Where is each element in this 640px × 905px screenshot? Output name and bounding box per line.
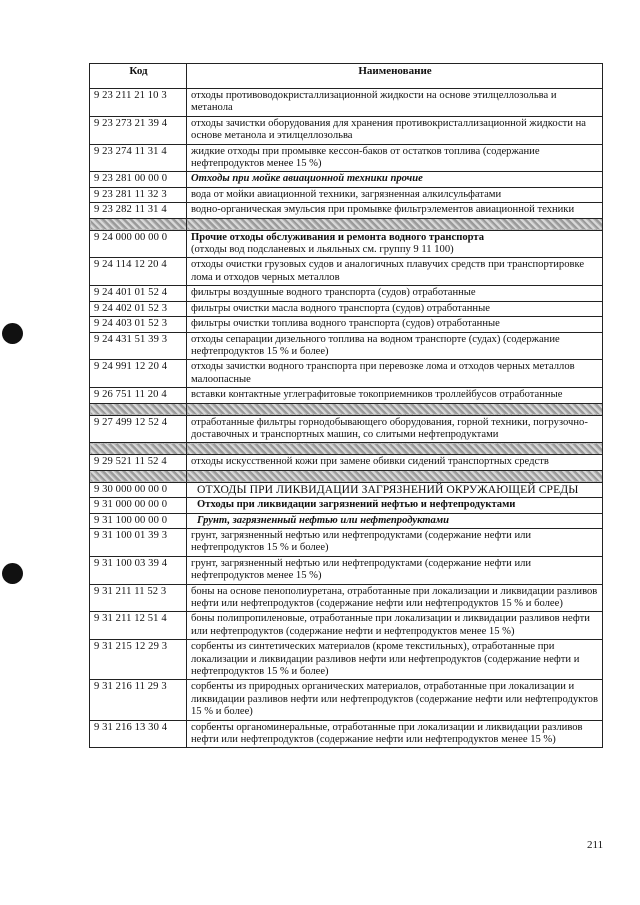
name-note: (отходы вод подсланевых и льяльных см. группу 9 11 100) bbox=[191, 244, 454, 256]
table-row bbox=[90, 332, 603, 360]
code-cell: 9 31 211 12 51 4 bbox=[90, 612, 187, 640]
table-row bbox=[90, 187, 603, 202]
table-row bbox=[90, 680, 603, 720]
table-row bbox=[90, 640, 603, 680]
table-row bbox=[90, 286, 603, 301]
name-text: вода от мойки авиационной техники, загрязненная алкилсульфатами bbox=[191, 188, 502, 200]
code-cell: 9 24 431 51 39 3 bbox=[90, 332, 187, 360]
table-row bbox=[90, 612, 603, 640]
table-row bbox=[90, 415, 603, 443]
table-row bbox=[90, 258, 603, 286]
name-text: жидкие отходы при промывке кессон-баков от остатков топлива (содержание нефтепродуктов менее 15 %) bbox=[191, 145, 540, 170]
code-cell: 9 24 402 01 52 3 bbox=[90, 301, 187, 316]
name-text: отходы противоводокристаллизационной жидкости на основе этилцеллозольва и метанола bbox=[191, 90, 557, 114]
name-cell bbox=[187, 528, 603, 556]
name-cell bbox=[187, 258, 603, 286]
name-cell bbox=[187, 332, 603, 360]
name-text: фильтры воздушные водного транспорта (судов) отработанные bbox=[191, 287, 476, 299]
name-cell bbox=[187, 317, 603, 332]
name-text: Отходы при мойке авиационной техники прочие bbox=[191, 173, 423, 185]
name-text: фильтры очистки масла водного транспорта (судов) отработанные bbox=[191, 302, 490, 314]
table-body bbox=[90, 89, 603, 748]
code-cell: 9 31 000 00 00 0 bbox=[90, 498, 187, 513]
name-cell bbox=[187, 230, 603, 258]
code-cell: 9 23 211 21 10 3 bbox=[90, 89, 187, 117]
shaded-cell bbox=[90, 403, 187, 415]
code-cell: 9 31 216 13 30 4 bbox=[90, 720, 187, 748]
name-text: отходы искусственной кожи при замене обивки сидений транспортных средств bbox=[191, 456, 549, 468]
name-cell bbox=[187, 584, 603, 612]
name-text: сорбенты из природных органических материалов, отработанные при локализации и ликвидации разливов нефти или нефтепродуктов (содержание нефти или нефтепродуктов 15 % и более) bbox=[191, 681, 598, 718]
name-cell bbox=[187, 612, 603, 640]
name-text: сорбенты из синтетических материалов (кроме текстильных), отработанные при локализации и ликвидации разливов нефти или нефтепродуктов (содержание нефти и нефтепродуктов 15 % и более) bbox=[191, 641, 580, 678]
name-text: грунт, загрязненный нефтью или нефтепродуктами (содержание нефти или нефтепродуктов 15 % и более) bbox=[191, 529, 532, 554]
name-text: отходы сепарации дизельного топлива на водном транспорте (судах) (содержание нефтепродуктов 15 % и более) bbox=[191, 333, 560, 357]
name-cell bbox=[187, 286, 603, 301]
code-cell: 9 23 273 21 39 4 bbox=[90, 116, 187, 144]
code-cell: 9 30 000 00 00 0 bbox=[90, 482, 187, 497]
table-row bbox=[90, 301, 603, 316]
shaded-cell bbox=[187, 443, 603, 455]
code-cell: 9 29 521 11 52 4 bbox=[90, 455, 187, 470]
header-code: Код bbox=[90, 64, 187, 89]
table-row bbox=[90, 172, 603, 187]
name-cell bbox=[187, 513, 603, 528]
shaded-separator-row bbox=[90, 218, 603, 230]
name-text: фильтры очистки топлива водного транспорта (судов) отработанные bbox=[191, 318, 500, 330]
table-row bbox=[90, 144, 603, 172]
name-cell bbox=[187, 203, 603, 218]
name-cell bbox=[187, 301, 603, 316]
shaded-cell bbox=[90, 443, 187, 455]
name-text: боны полипропиленовые, отработанные при локализации и ликвидации разливов нефти или нефтепродуктов (содержание нефти и нефтепродуктов менее 15 %) bbox=[191, 613, 590, 637]
name-cell bbox=[187, 144, 603, 172]
name-cell bbox=[187, 455, 603, 470]
code-cell: 9 24 403 01 52 3 bbox=[90, 317, 187, 332]
name-cell bbox=[187, 172, 603, 187]
table-row bbox=[90, 528, 603, 556]
table-header-row bbox=[90, 64, 603, 89]
table-row bbox=[90, 116, 603, 144]
shaded-cell bbox=[90, 218, 187, 230]
name-text: отходы зачистки оборудования для хранения противокристаллизационной жидкости на основе метанола и этилцеллозольва bbox=[191, 117, 586, 142]
page-number: 211 bbox=[587, 839, 604, 851]
name-text: боны на основе пенополиуретана, отработанные при локализации и ликвидации разливов нефти или нефтепродуктов (содержание нефти или нефтепродуктов 15 % и более) bbox=[191, 585, 598, 609]
name-text: ОТХОДЫ ПРИ ЛИКВИДАЦИИ ЗАГРЯЗНЕНИЙ ОКРУЖАЮЩЕЙ СРЕДЫ bbox=[197, 482, 579, 496]
name-text: Отходы при ликвидации загрязнений нефтью и нефтепродуктами bbox=[197, 499, 516, 511]
shaded-separator-row bbox=[90, 403, 603, 415]
shaded-cell bbox=[187, 218, 603, 230]
shaded-separator-row bbox=[90, 470, 603, 482]
name-cell bbox=[187, 720, 603, 748]
name-text: отработанные фильтры горнодобывающего оборудования, горной техники, погрузочно-доставочных и транспортных машин, со слитыми нефтепродуктами bbox=[191, 416, 588, 440]
table-row bbox=[90, 455, 603, 470]
name-cell bbox=[187, 556, 603, 584]
name-text: Прочие отходы обслуживания и ремонта водного транспорта bbox=[191, 231, 484, 243]
name-text: отходы очистки грузовых судов и аналогичных плавучих средств при транспортировке лома и отходов черных металлов bbox=[191, 259, 585, 283]
table-row bbox=[90, 230, 603, 258]
name-cell bbox=[187, 482, 603, 497]
table-row bbox=[90, 317, 603, 332]
code-cell: 9 31 215 12 29 3 bbox=[90, 640, 187, 680]
name-cell bbox=[187, 89, 603, 117]
name-cell bbox=[187, 680, 603, 720]
code-cell: 9 23 281 11 32 3 bbox=[90, 187, 187, 202]
code-cell: 9 26 751 11 20 4 bbox=[90, 388, 187, 403]
shaded-cell bbox=[187, 403, 603, 415]
name-cell bbox=[187, 116, 603, 144]
name-text: Грунт, загрязненный нефтью или нефтепродуктами bbox=[197, 514, 449, 526]
table-row bbox=[90, 203, 603, 218]
name-cell bbox=[187, 498, 603, 513]
table-row bbox=[90, 556, 603, 584]
code-cell: 9 24 991 12 20 4 bbox=[90, 360, 187, 388]
name-text: водно-органическая эмульсия при промывке фильтрэлементов авиационной техники bbox=[191, 204, 575, 216]
name-text: вставки контактные углеграфитовые токоприемников троллейбусов отработанные bbox=[191, 389, 563, 401]
waste-codes-table bbox=[89, 63, 603, 748]
name-cell bbox=[187, 640, 603, 680]
name-cell bbox=[187, 360, 603, 388]
table-row bbox=[90, 388, 603, 403]
name-text: отходы зачистки водного транспорта при перевозке лома и отходов черных металлов малоопасные bbox=[191, 361, 575, 385]
code-cell: 9 31 211 11 52 3 bbox=[90, 584, 187, 612]
code-cell: 9 24 000 00 00 0 bbox=[90, 230, 187, 258]
shaded-cell bbox=[90, 470, 187, 482]
name-cell bbox=[187, 415, 603, 443]
table-row bbox=[90, 584, 603, 612]
name-text: грунт, загрязненный нефтью или нефтепродуктами (содержание нефти или нефтепродуктов менее 15 %) bbox=[191, 557, 532, 582]
code-cell: 9 24 401 01 52 4 bbox=[90, 286, 187, 301]
table-row bbox=[90, 513, 603, 528]
table-row bbox=[90, 360, 603, 388]
code-cell: 9 23 281 00 00 0 bbox=[90, 172, 187, 187]
code-cell: 9 31 100 00 00 0 bbox=[90, 513, 187, 528]
code-cell: 9 31 100 01 39 3 bbox=[90, 528, 187, 556]
header-name: Наименование bbox=[187, 64, 603, 89]
table-row bbox=[90, 482, 603, 497]
shaded-separator-row bbox=[90, 443, 603, 455]
name-cell bbox=[187, 187, 603, 202]
code-cell: 9 23 274 11 31 4 bbox=[90, 144, 187, 172]
table-row bbox=[90, 89, 603, 117]
binder-hole-top bbox=[2, 323, 23, 344]
code-cell: 9 24 114 12 20 4 bbox=[90, 258, 187, 286]
shaded-cell bbox=[187, 470, 603, 482]
name-text: сорбенты органоминеральные, отработанные при локализации и ликвидации разливов нефти или нефтепродуктов (содержание нефти или нефтепродуктов менее 15 %) bbox=[191, 721, 583, 746]
code-cell: 9 23 282 11 31 4 bbox=[90, 203, 187, 218]
code-cell: 9 31 216 11 29 3 bbox=[90, 680, 187, 720]
table-row bbox=[90, 720, 603, 748]
code-cell: 9 31 100 03 39 4 bbox=[90, 556, 187, 584]
code-cell: 9 27 499 12 52 4 bbox=[90, 415, 187, 443]
binder-hole-bottom bbox=[2, 563, 23, 584]
name-cell bbox=[187, 388, 603, 403]
table-row bbox=[90, 498, 603, 513]
